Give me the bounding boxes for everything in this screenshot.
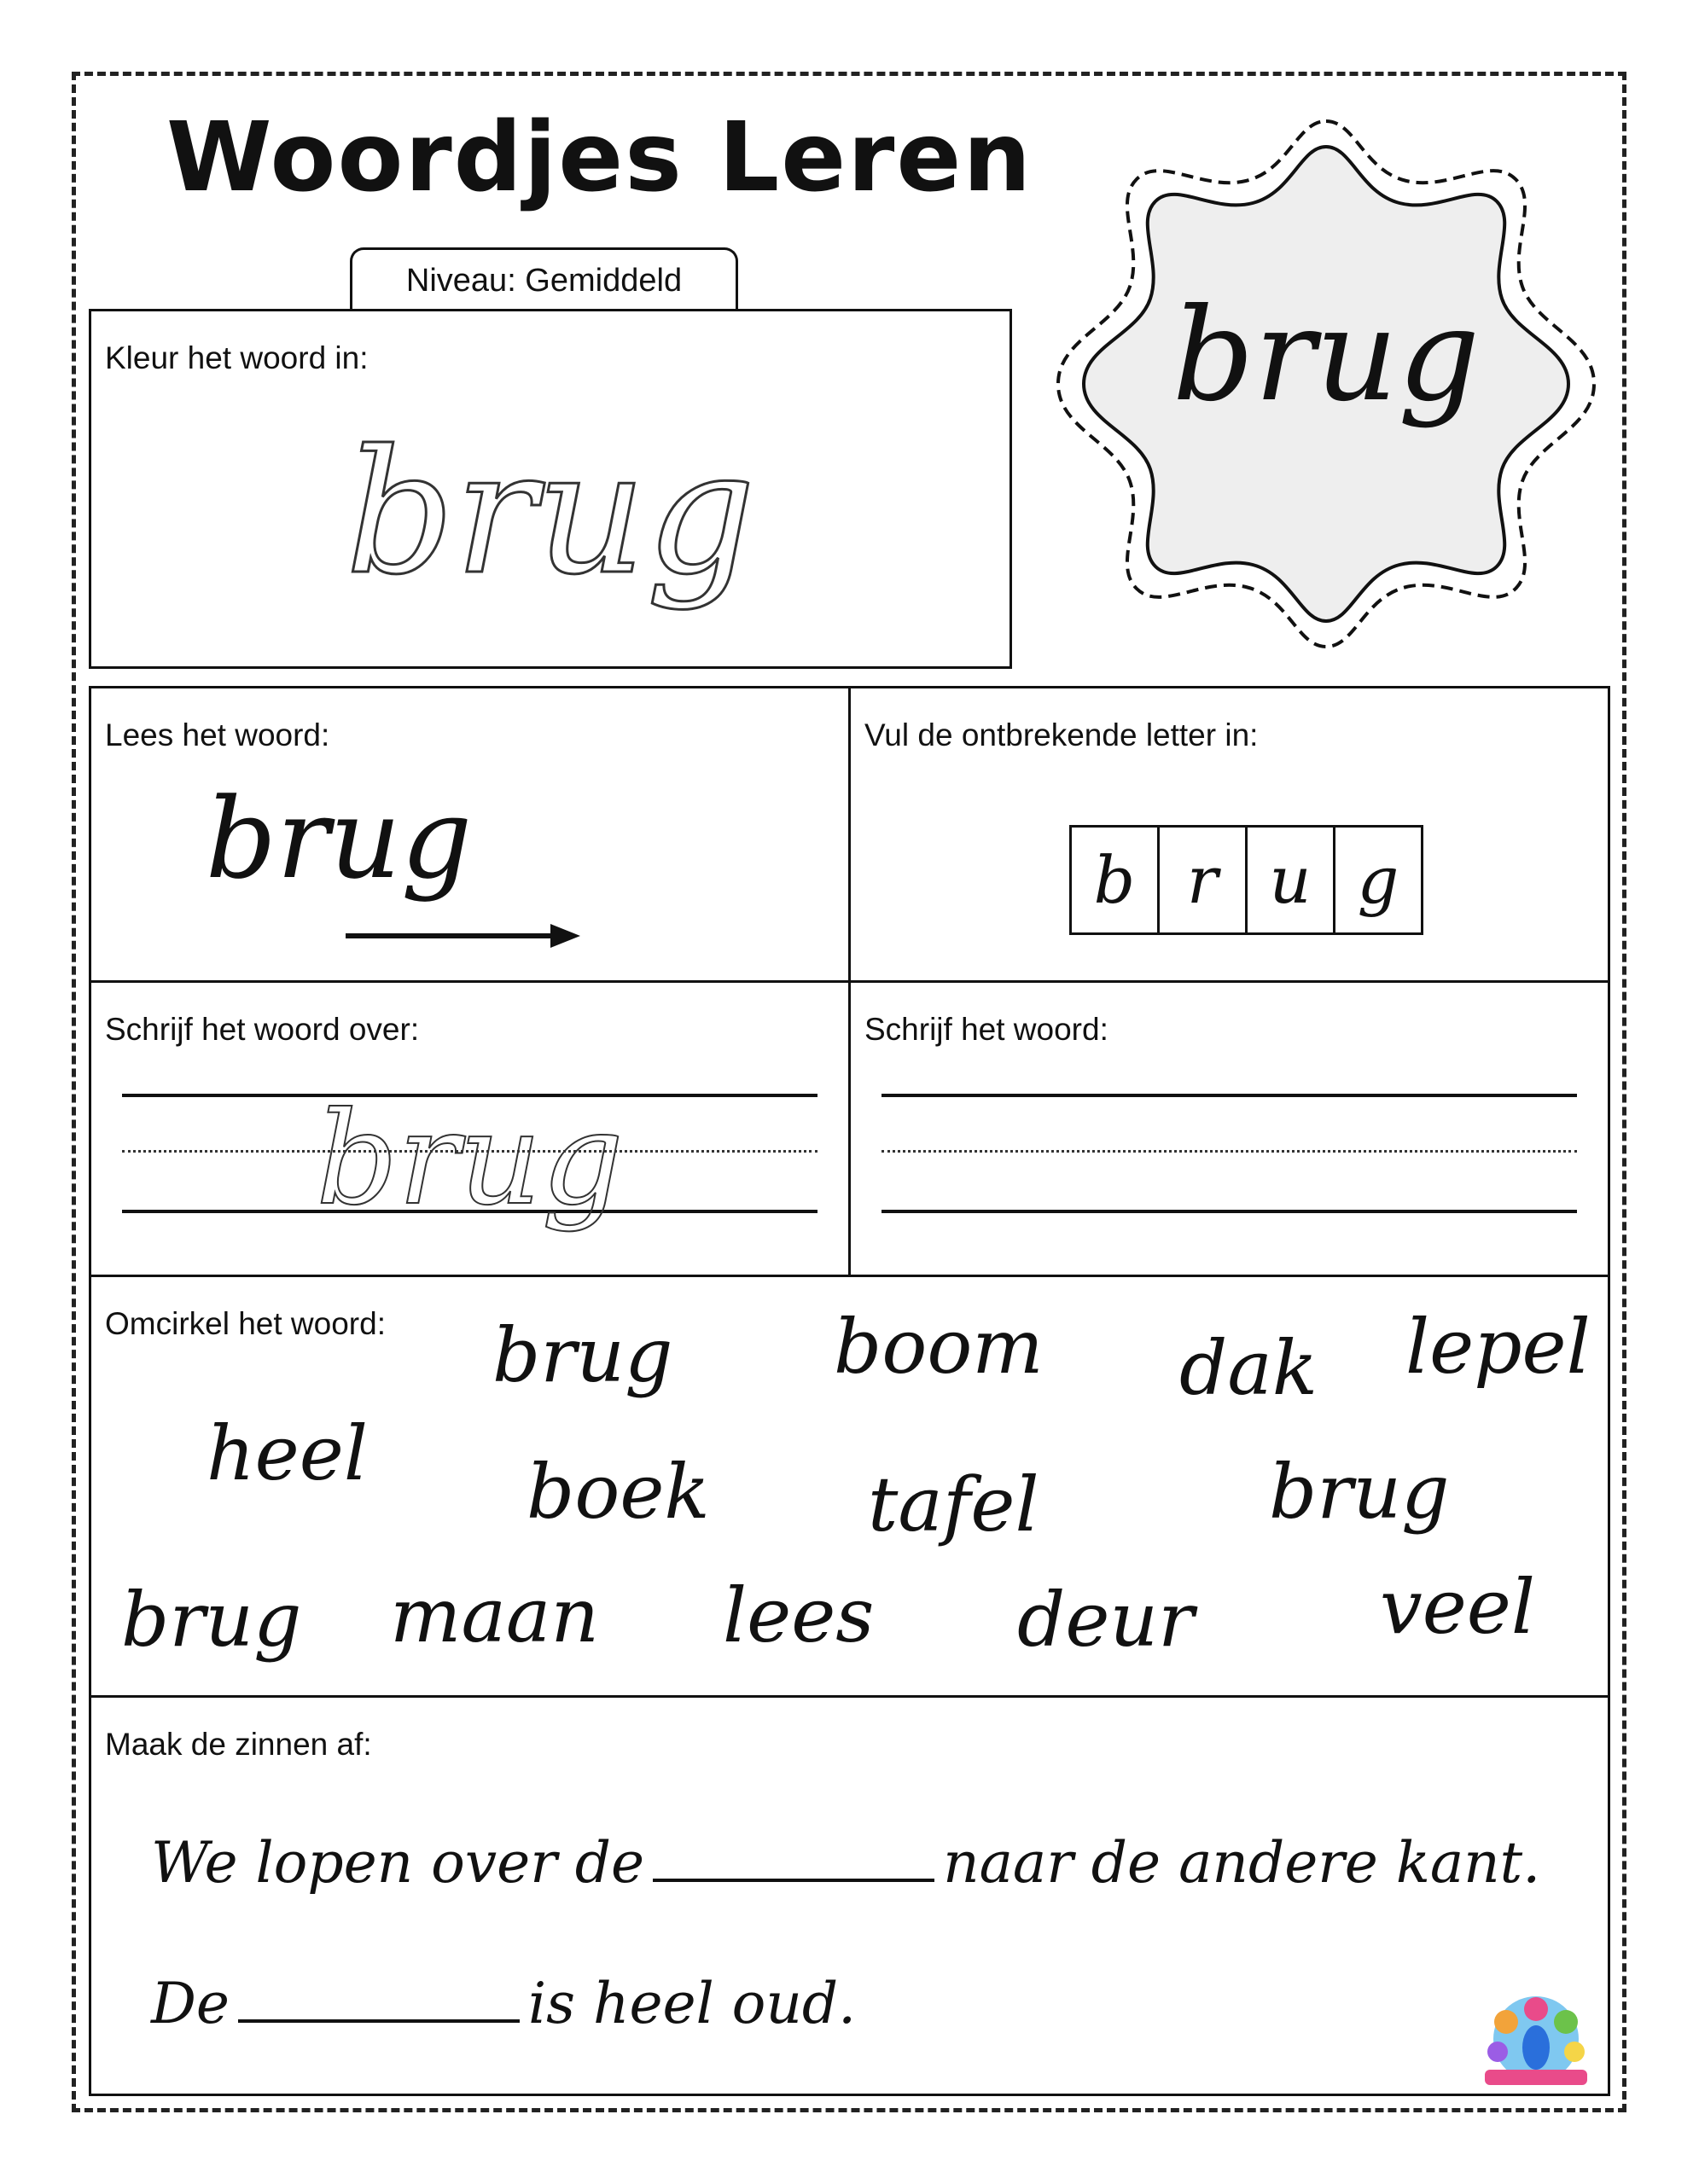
read-word-label: Lees het woord: xyxy=(105,717,330,752)
circle-word[interactable]: veel xyxy=(1380,1563,1536,1651)
circle-word[interactable]: deur xyxy=(1017,1576,1195,1664)
circle-word[interactable]: boom xyxy=(834,1303,1044,1391)
circle-word[interactable]: brug xyxy=(492,1311,673,1399)
circle-word[interactable]: tafel xyxy=(868,1461,1039,1548)
write-word-label: Schrijf het woord: xyxy=(864,1012,1108,1047)
color-word-label: Kleur het woord in: xyxy=(105,340,369,375)
sentence-1-after: naar de andere kant. xyxy=(943,1830,1541,1896)
copy-word-label: Schrijf het woord over: xyxy=(105,1012,420,1047)
seal-word: brug xyxy=(1172,282,1481,430)
copy-word-box xyxy=(89,980,851,1277)
arrow-right-icon xyxy=(346,919,585,953)
circle-word[interactable]: boek xyxy=(527,1448,710,1536)
sentence-2 xyxy=(151,1971,856,2036)
circle-word[interactable]: heel xyxy=(207,1409,368,1497)
read-word: brug xyxy=(205,774,473,903)
color-word-box xyxy=(89,309,1012,669)
circle-word[interactable]: lees xyxy=(723,1571,875,1659)
letter-boxes xyxy=(1069,825,1423,935)
sentence-1-before: We lopen over de xyxy=(151,1830,645,1896)
writing-lines[interactable] xyxy=(882,1094,1577,1213)
sentence-1 xyxy=(151,1830,1540,1896)
letter-box[interactable]: u xyxy=(1248,828,1335,932)
page-title: Woordjes Leren xyxy=(166,102,1033,213)
letter-box[interactable]: g xyxy=(1357,842,1399,918)
missing-letter-label: Vul de ontbrekende letter in: xyxy=(864,717,1259,752)
sentence-1-blank[interactable] xyxy=(653,1844,934,1882)
circle-word[interactable]: dak xyxy=(1179,1324,1318,1412)
circle-word-label: Omcirkel het woord: xyxy=(105,1306,386,1341)
circle-word[interactable]: maan xyxy=(390,1571,600,1659)
missing-letter-box xyxy=(848,686,1610,983)
sentence-2-after: is heel oud. xyxy=(527,1971,857,2036)
level-tab: Niveau: Gemiddeld xyxy=(350,247,738,311)
sentence-2-before: De xyxy=(151,1971,230,2036)
write-word-box xyxy=(848,980,1610,1277)
circle-word-box xyxy=(89,1275,1610,1698)
circle-word[interactable]: brug xyxy=(121,1576,302,1664)
peacock-logo-icon xyxy=(1472,1988,1600,2090)
outline-word[interactable]: brug xyxy=(345,414,756,613)
sentences-label: Maak de zinnen af: xyxy=(105,1727,372,1762)
trace-word: brug xyxy=(316,1085,624,1234)
read-word-box xyxy=(89,686,851,983)
writing-lines[interactable] xyxy=(122,1085,817,1234)
circle-word[interactable]: lepel xyxy=(1405,1303,1591,1391)
sentence-2-blank[interactable] xyxy=(238,1985,520,2023)
sentences-box xyxy=(89,1695,1610,2096)
letter-box[interactable]: b xyxy=(1072,828,1160,932)
letter-box[interactable]: r xyxy=(1160,828,1248,932)
circle-word[interactable]: brug xyxy=(1269,1448,1450,1536)
